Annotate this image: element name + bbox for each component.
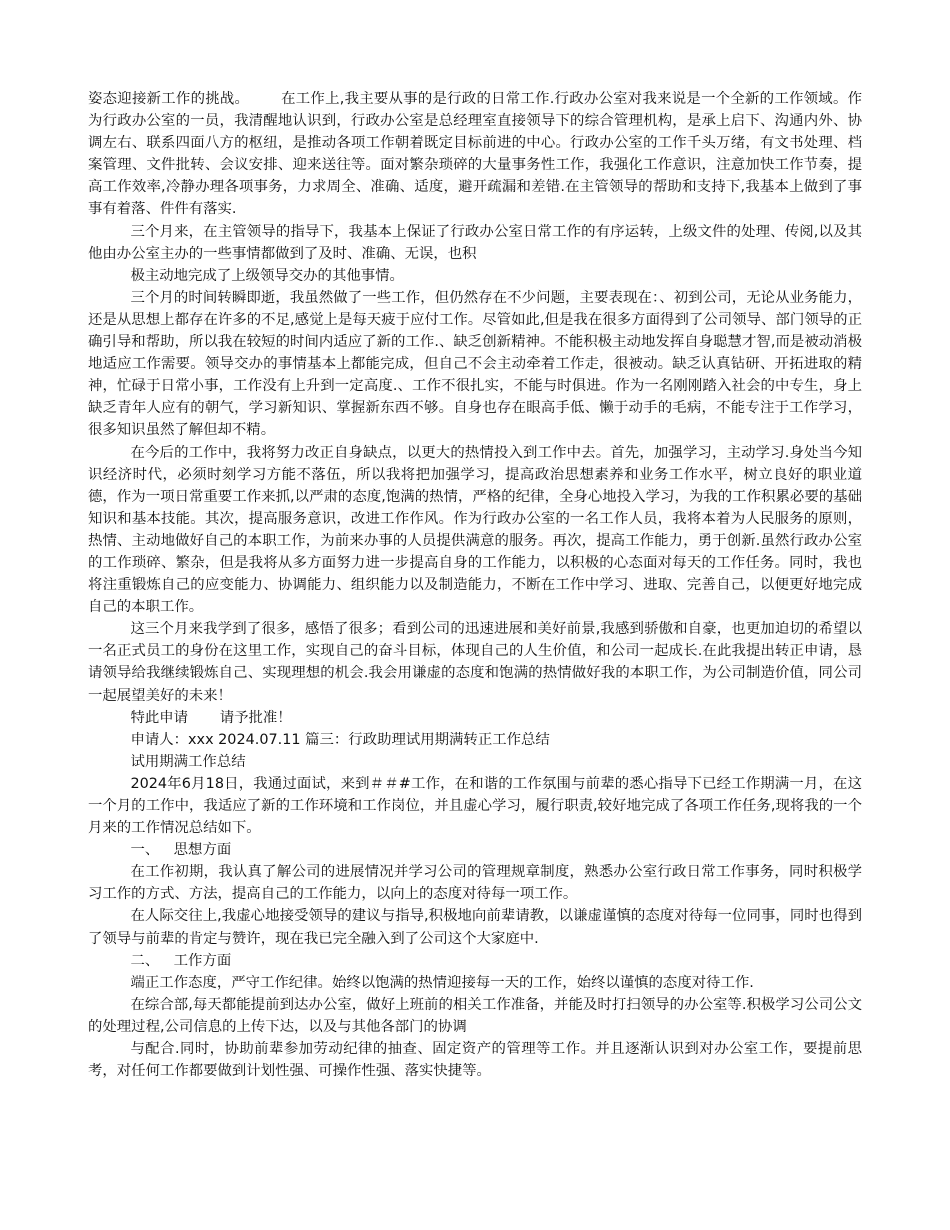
closing-request: 特此申请 <box>130 709 189 726</box>
applicant-line: 申请人：xxx 2024.07.11 篇三：行政助理试用期满转正工作总结 <box>130 731 550 748</box>
paragraph-6: 这三个月来我学到了很多，感悟了很多；看到公司的迅速进展和美好前景,我感到骄傲和自豪，也更加迫切的希望以一名正式员工的身份在这里工作，实现自己的奋斗目标，体现自己的人生价值，和公司一起成长.在此我提出转正申请，恳请领导给我继续锻炼自己、实现理想的机会.我会用谦虚的态度和饱满的热情做好我的本职工作，为公司制造价值，同公司一起展望美好的未来！ <box>88 621 862 704</box>
section-1-number: 一、 <box>130 842 160 859</box>
summary-title: 试用期满工作总结 <box>130 753 246 770</box>
paragraph-10: 端正工作态度，严守工作纪律。始终以饱满的热情迎接每一天的工作，始终以谨慎的态度对待工作. <box>130 974 754 991</box>
paragraph-1-lead: 姿态迎接新工作的挑战。 <box>88 91 250 107</box>
section-heading-1 <box>88 839 862 861</box>
paragraph-1 <box>88 88 862 221</box>
closing-approval: 请予批准！ <box>219 709 292 726</box>
section-2-title: 工作方面 <box>173 952 232 969</box>
paragraph-3: 极主动地完成了上级领导交办的其他事情。 <box>130 267 404 284</box>
closing-line <box>88 707 862 729</box>
paragraph-5: 在今后的工作中，我将努力改正自身缺点，以更大的热情投入到工作中去。首先，加强学习，主动学习.身处当今知识经济时代，必须时刻学习方能不落伍，所以我将把加强学习，提高政治思想素养和业务工作水平，树立良好的职业道德，作为一项日常重要工作来抓,以严肃的态度,饱满的热情，严格的纪律，全身心地投入学习，为我的工作积累必要的基础知识和基本技能。其次，提高服务意识，改进工作作风。作为行政办公室的一名工作人员，我将本着为人民服务的原则，热情、主动地做好自己的本职工作，为前来办事的人员提供满意的服务。再次，提高工作能力，勇于创新.虽然行政办公室的工作琐碎、繁杂，但是我将从多方面努力进一步提高自身的工作能力，以积极的心态面对每天的工作任务。同时，我也将注重锻炼自己的应变能力、协调能力、组织能力以及制造能力，不断在工作中学习、进取、完善自己，以便更好地完成自己的本职工作。 <box>88 444 862 616</box>
paragraph-4: 三个月的时间转瞬即逝，我虽然做了一些工作，但仍然存在不少问题，主要表现在：、初到公司，无论从业务能力，还是从思想上都存在许多的不足,感觉上是每天疲于应付工作。尽管如此,但是我在很多方面得到了公司领导、部门领导的正确引导和帮助，所以我在较短的时间内适应了新的工作.、缺乏创新精神。不能积极主动地发挥自身聪慧才智,而是被动消极地适应工作需要。领导交办的事情基本上都能完成，但自己不会主动牵着工作走，很被动。缺乏认真钻研、开拓进取的精神，忙碌于日常小事，工作没有上升到一定高度.、工作不很扎实，不能与时俱进。作为一名刚刚踏入社会的中专生，身上缺乏青年人应有的朝气，学习新知识、掌握新东西不够。自身也存在眼高手低、懒于动手的毛病，不能专注于工作学习，很多知识虽然了解但却不精。 <box>88 289 862 439</box>
paragraph-7: 2024年6月18日，我通过面试，来到＃＃#工作，在和谐的工作氛围与前辈的悉心指导下已经工作期满一月，在这一个月的工作中，我适应了新的工作环境和工作岗位，并且虚心学习，履行职责,较好地完成了各项工作任务,现将我的一个月来的工作情况总结如下。 <box>88 775 862 837</box>
paragraph-1-text: 在工作上,我主要从事的是行政的日常工作.行政办公室对我来说是一个全新的工作领域。作为行政办公室的一员，我清醒地认识到，行政办公室是总经理室直接领导下的综合管理机构，是承上启下、沟通内外、协调左右、联系四面八方的枢纽，是推动各项工作朝着既定目标前进的中心。行政办公室的工作千头万绪，有文书处理、档案管理、文件批转、会议安排、迎来送往等。面对繁杂琐碎的大量事务性工作，我强化工作意识，注意加快工作节奏，提高工作效率,冷静办理各项事务，力求周全、准确、适度，避开疏漏和差错.在主管领导的帮助和支持下,我基本上做到了事事有着落、件件有落实. <box>88 91 862 218</box>
paragraph-11: 在综合部,每天都能提前到达办公室，做好上班前的相关工作准备，并能及时打扫领导的办公室等.积极学习公司公文的处理过程,公司信息的上传下达，以及与其他各部门的协调 <box>88 996 862 1035</box>
section-2-number: 二、 <box>130 952 160 969</box>
section-1-title: 思想方面 <box>173 842 232 859</box>
paragraph-9: 在人际交往上,我虚心地接受领导的建议与指导,积极地向前辈请教，以谦虚谨慎的态度对待每一位同事，同时也得到了领导与前辈的肯定与赞许，现在我已完全融入到了公司这个大家庭中. <box>88 908 862 947</box>
section-heading-2 <box>88 950 862 972</box>
paragraph-2: 三个月来，在主管领导的指导下，我基本上保证了行政办公室日常工作的有序运转，上级文件的处理、传阅,以及其他由办公室主办的一些事情都做到了及时、准确、无误，也积 <box>88 223 862 262</box>
paragraph-8: 在工作初期，我认真了解公司的进展情况并学习公司的管理规章制度，熟悉办公室行政日常工作事务，同时积极学习工作的方式、方法，提高自己的工作能力，以向上的态度对待每一项工作。 <box>88 864 862 903</box>
paragraph-12: 与配合.同时，协助前辈参加劳动纪律的抽查、固定资产的管理等工作。并且逐渐认识到对办公室工作，要提前思考，对任何工作都要做到计划性强、可操作性强、落实快捷等。 <box>88 1041 862 1080</box>
